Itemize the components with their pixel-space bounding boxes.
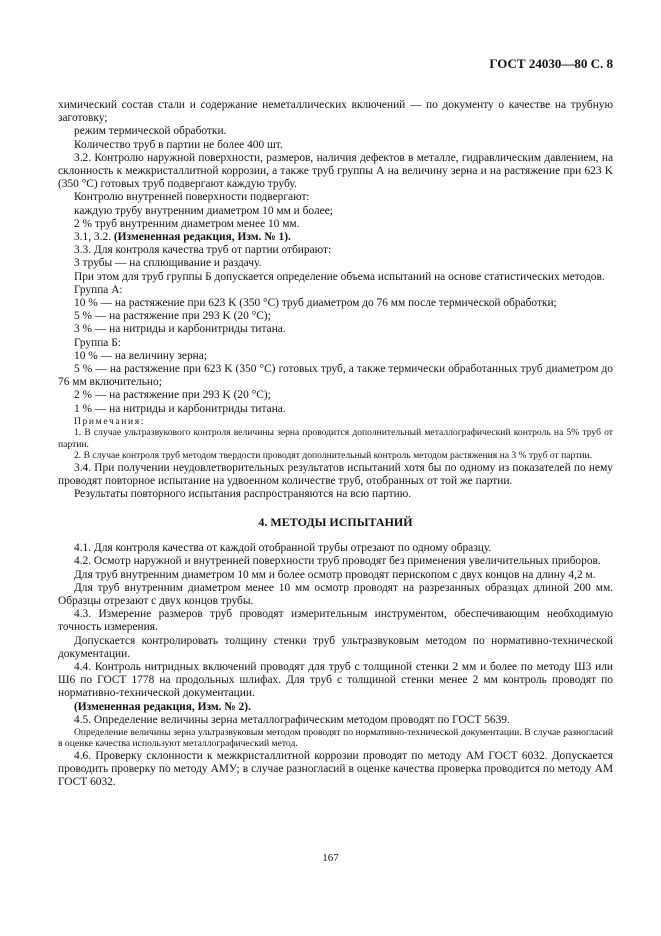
paragraph: химический состав стали и содержание неметаллических включений — по документу о качестве на трубную заготовку; [58,99,613,125]
paragraph: каждую трубу внутренним диаметром 10 мм и более; [74,204,333,217]
paragraph: Группа Б: [74,336,121,349]
paragraph: При этом для труб группы Б допускается определение объема испытаний на основе статистических методов. [74,270,605,283]
paragraph: 4.5. Определение величины зерна металлографическим методом проводят по ГОСТ 5639. [74,713,510,726]
paragraph: Количество труб в партии не более 400 шт. [74,138,283,151]
paragraph: 2 % — на растяжение при 293 K (20 °C); [74,389,271,402]
paragraph: 4.6. Проверку склонности к межкристаллитной коррозии проводят по методу АМ ГОСТ 6032. Допускается проводить проверку по методу АМУ; в случае разногласий в оценке качества проверка проводится по методу АМ ГОСТ 6032. [58,749,613,789]
note-item: 2. В случае контроля труб методом твердости проводят дополнительный контроль методом растяжения на 3 % труб от партии. [74,450,593,462]
notes-title: Примечания: [74,415,145,427]
paragraph: 5 % — на растяжение при 293 K (20 °C); [74,310,271,323]
paragraph: 4.2. Осмотр наружной и внутренней поверхности труб проводят без применения увеличительных приборов. [74,555,601,568]
paragraph: Для труб внутренним диаметром 10 мм и более осмотр проводят перископом с двух концов на длину 4,2 м. [74,568,596,581]
paragraph: 1 % — на нитриды и карбонитриды титана. [74,402,286,415]
paragraph: Для труб внутренним диаметром менее 10 мм осмотр проводят на разрезанных образцах длиной 200 мм. Образцы отрезают с двух концов трубы. [58,581,613,607]
paragraph: 3 трубы — на сплющивание и раздачу. [74,257,262,270]
paragraph: 4.1. Для контроля качества от каждой отобранной трубы отрезают по одному образцу. [74,542,492,555]
paragraph: 4.3. Измерение размеров труб проводят измерительным инструментом, обеспечивающим необходимую точность измерения. [58,608,613,634]
paragraph: 10 % — на растяжение при 623 K (350 °C) труб диаметром до 76 мм после термической обработки; [74,297,557,310]
paragraph: 5 % — на растяжение при 623 K (350 °C) готовых труб, а также термически обработанных труб диаметром до 76 мм включительно; [58,363,613,389]
paragraph: 3.4. При получении неудовлетворительных результатов испытаний хотя бы по одному из показателей по нему проводят повторное испытание на удвоенном количестве труб, отобранных от той же партии. [58,461,613,487]
paragraph: 3.3. Для контроля качества труб от партии отбирают: [74,244,332,257]
paragraph: 3.2. Контролю наружной поверхности, размеров, наличия дефектов в металле, гидравлическим давлением, на склонность к межкристаллитной коррозии, а также труб группы А на величину зерна и на растяжение при 623 K (350 °C) готовых труб подвергают каждую трубу. [58,151,613,191]
paragraph: 3 % — на нитриды и карбонитриды титана. [74,323,286,336]
page-number: 167 [322,852,339,864]
paragraph: Допускается контролировать толщину стенки труб ультразвуковым методом по нормативно-технической документации. [58,634,613,660]
paragraph: 2 % труб внутренним диаметром менее 10 мм. [74,217,300,230]
section-title: 4. МЕТОДЫ ИСПЫТАНИЙ [258,515,413,530]
page-header: ГОСТ 24030—80 С. 8 [489,56,613,71]
paragraph: Результаты повторного испытания распространяются на всю партию. [74,487,412,500]
edit-note-prefix: 3.1, 3.2. [74,231,112,244]
edit-note [58,231,613,244]
paragraph: 4.4. Контроль нитридных включений проводят для труб с толщиной стенки 2 мм и более по методу Ш3 или Ш6 по ГОСТ 1778 на продольных шлифах. Для труб с толщиной стенки менее 2 мм контроль проводят по нормативно-технической документации. [58,660,613,700]
edit-note: (Измененная редакция, Изм. № 2). [74,700,251,713]
document-page [58,56,613,789]
paragraph: режим термической обработки. [74,125,227,138]
note-item: 1. В случае ультразвукового контроля величины зерна проводится дополнительный металлографический контроль на 5% труб от партии. [58,427,613,450]
small-paragraph: Определение величины зерна ультразвуковым методом проводят по нормативно-технической документации. В случае разногласий в оценке качества используют металлографический метод. [58,726,613,750]
paragraph: Контролю внутренней поверхности подвергают: [74,191,310,204]
edit-note-bold: (Измененная редакция, Изм. № 1). [113,231,291,244]
paragraph: Группа А: [74,283,123,296]
paragraph: 10 % — на величину зерна; [74,349,207,362]
